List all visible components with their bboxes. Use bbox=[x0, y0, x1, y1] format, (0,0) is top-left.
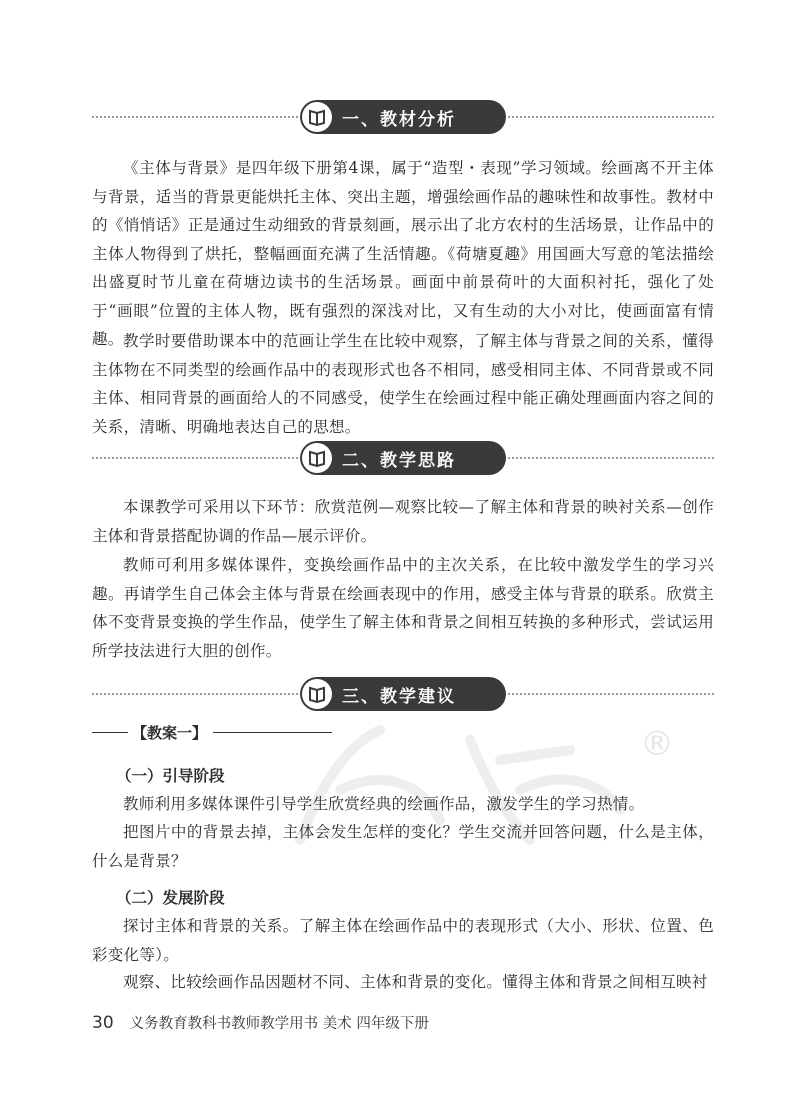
paragraph: 《主体与背景》是四年级下册第4课，属于“造型・表现”学习领域。绘画离不开主体与背景，适当的背景更能烘托主体、突出主题，增强绘画作品的趣味性和故事性。教材中的《悄悄话》正是通过生动细致的背景刻画，展示出了北方农村的生活场景，让作品中的主体人物得到了烘托，整幅画面充满了生活情趣。《荷塘夏趣》用国画大写意的笔法描绘出盛夏时节儿童在荷塘边读书的生活场景。画面中前景荷叶的大面积衬托，强化了处于“画眼”位置的主体人物，既有强烈的深浅对比，又有生动的大小对比，使画面富有情趣。 bbox=[92, 159, 714, 348]
page-number: 30 bbox=[92, 1013, 114, 1033]
section-title-pill bbox=[300, 100, 506, 134]
paragraph: 把图片中的背景去掉，主体会发生怎样的变化？学生交流并回答问题，什么是主体，什么是背景？ bbox=[92, 823, 714, 870]
stage-title: （二）发展阶段 bbox=[116, 889, 225, 907]
book-icon bbox=[302, 443, 332, 473]
book-title: 义务教育教科书教师教学用书 美术 四年级下册 bbox=[129, 1016, 429, 1032]
registered-mark: ® bbox=[640, 724, 674, 764]
case-label-text: 【教案一】 bbox=[132, 723, 208, 742]
rule-line bbox=[213, 732, 332, 733]
page-footer bbox=[92, 1012, 429, 1033]
rule-line bbox=[92, 732, 128, 733]
section-title: 一、教材分析 bbox=[342, 109, 456, 130]
section-header-2 bbox=[92, 441, 714, 475]
paragraph: 观察、比较绘画作品因题材不同、主体和背景的变化。懂得主体和背景之间相互映衬 bbox=[123, 973, 708, 991]
paragraph: 本课教学可采用以下环节：欣赏范例—观察比较—了解主体和背景的映衬关系—创作主体和背景搭配协调的作品—展示评价。 bbox=[92, 498, 714, 545]
section-title-pill bbox=[300, 441, 506, 475]
section-title: 二、教学思路 bbox=[342, 450, 456, 471]
paragraph: 教师利用多媒体课件引导学生欣赏经典的绘画作品，激发学生的学习热情。 bbox=[123, 795, 645, 813]
stage-title: （一）引导阶段 bbox=[116, 767, 225, 785]
section-header-1 bbox=[92, 100, 714, 134]
paragraph: 教学时要借助课本中的范画让学生在比较中观察，了解主体与背景之间的关系，懂得主体物在不同类型的绘画作品中的表现形式也各不相同，感受相同主体、不同背景或不同主体、相同背景的画面给人的不同感受，使学生在绘画过程中能正确处理画面内容之间的关系，清晰、明确地表达自己的思想。 bbox=[92, 332, 714, 436]
book-icon bbox=[302, 102, 332, 132]
section-title-pill bbox=[300, 677, 506, 711]
section-title: 三、教学建议 bbox=[342, 686, 456, 707]
paragraph: 探讨主体和背景的关系。了解主体在绘画作品中的表现形式（大小、形状、位置、色彩变化等）。 bbox=[92, 917, 714, 964]
paragraph: 教师可利用多媒体课件，变换绘画作品中的主次关系，在比较中激发学生的学习兴趣。再请学生自己体会主体与背景在绘画表现中的作用，感受主体与背景的联系。欣赏主体不变背景变换的学生作品，使学生了解主体和背景之间相互转换的多种形式，尝试运用所学技法进行大胆的创作。 bbox=[92, 556, 714, 660]
section-header-3 bbox=[92, 677, 714, 711]
book-icon bbox=[302, 679, 332, 709]
lesson-plan-label bbox=[92, 722, 332, 742]
